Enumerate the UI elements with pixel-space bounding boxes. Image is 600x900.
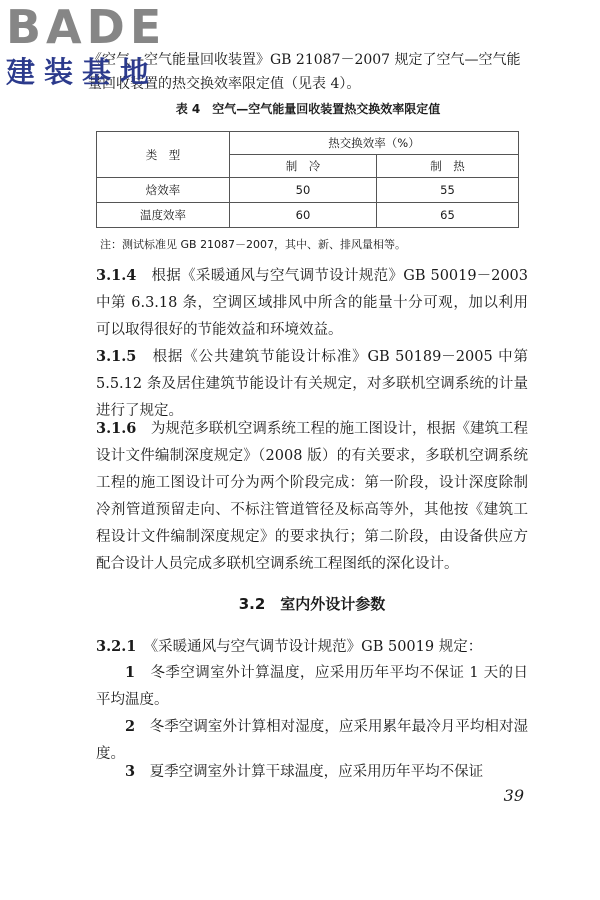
table-note: 注：测试标准见 GB 21087－2007，其中、新、排风量相等。 [100, 238, 407, 251]
row-heat-value: 65 [377, 203, 519, 228]
intro-paragraph: 《空气—空气能量回收装置》GB 21087－2007 规定了空气—空气能量回收装置的热交换效率限定值（见表 4）。 [88, 52, 521, 92]
efficiency-table [96, 131, 519, 228]
list-item [96, 659, 528, 714]
row-heat-value: 55 [377, 178, 519, 203]
row-cool-value: 50 [230, 178, 377, 203]
row-label: 温度效率 [97, 203, 230, 228]
header-group-cell: 热交换效率（%） [230, 132, 519, 155]
clause-number: 3.1.4 [96, 267, 137, 284]
watermark-logo [6, 0, 167, 89]
clause-number: 3.2.1 [96, 638, 137, 655]
section-title: 3.2 室内外设计参数 [238, 595, 386, 613]
logo-brand: BADE [6, 0, 167, 54]
item-number: 1 [125, 664, 136, 681]
header-type-cell: 类 型 [97, 132, 230, 178]
row-cool-value: 60 [230, 203, 377, 228]
logo-subtitle: 建装基地 [6, 55, 159, 89]
header-cool-cell: 制 冷 [230, 155, 377, 178]
clause-3-1-4 [96, 262, 528, 344]
clause-number: 3.1.5 [96, 348, 137, 365]
item-number: 2 [125, 718, 136, 735]
table-row [97, 178, 519, 203]
header-heat-cell: 制 热 [377, 155, 519, 178]
clause-3-1-6 [96, 415, 528, 578]
table-caption: 表 4 空气—空气能量回收装置热交换效率限定值 [175, 102, 441, 116]
clause-text: 《采暖通风与空气调节设计规范》GB 50019 规定： [150, 639, 483, 655]
clause-text: 为规范多联机空调系统工程的施工图设计，根据《建筑工程设计文件编制深度规定》（2008 版）的有关要求，多联机空调系统工程的施工图设计可分为两个阶段完成：第一阶段，设计深度除制冷剂管道预留走向、不标注管道管径及标高等外，其他按《建筑工程设计文件编制深度规定》的要求执行；第二阶段，由设备供应方配合设计人员完成多联机空调系统工程图纸的深化设计。 [96, 421, 529, 572]
clause-3-2-1 [96, 633, 528, 661]
page-number: 39 [503, 786, 524, 805]
item-text: 夏季空调室外计算干球温度，应采用历年平均不保证 [149, 764, 484, 780]
item-text: 冬季空调室外计算温度，应采用历年平均不保证 1 天的日平均温度。 [96, 665, 528, 708]
clause-text: 根据《公共建筑节能设计标准》GB 50189－2005 中第 5.5.12 条及居住建筑节能设计有关规定，对多联机空调系统的计量进行了规定。 [96, 349, 529, 419]
item-number: 3 [125, 763, 136, 780]
list-item [96, 758, 528, 786]
table-header-row [97, 132, 519, 155]
row-label: 焓效率 [97, 178, 230, 203]
table-row [97, 203, 519, 228]
clause-number: 3.1.6 [96, 420, 137, 437]
item-text: 冬季空调室外计算相对湿度，应采用累年最冷月平均相对湿度。 [96, 719, 529, 762]
clause-3-1-5 [96, 343, 528, 425]
clause-text: 根据《采暖通风与空气调节设计规范》GB 50019－2003 中第 6.3.18 条，空调区域排风中所含的能量十分可观，加以利用可以取得很好的节能效益和环境效益。 [96, 268, 528, 338]
